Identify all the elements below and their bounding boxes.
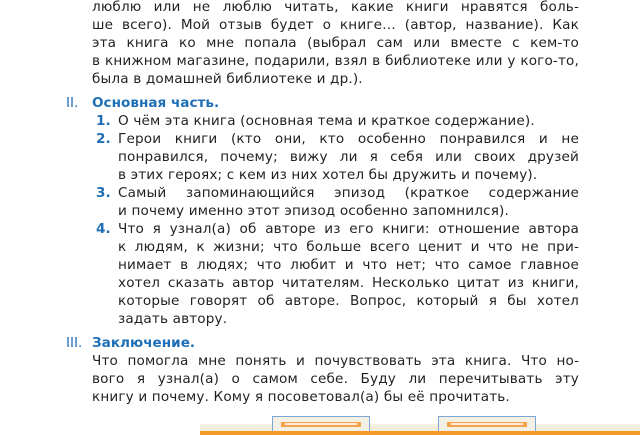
intro-line: была в домашней библиотеке и др.). — [92, 71, 363, 87]
item-text-line: нимает в людях; что любит и что нет; что самое главное — [118, 257, 579, 273]
item-text-line: в этих героях; с кем из них хотел бы дружить и почему). — [118, 167, 538, 183]
conclusion-line: книгу и почему. Кому я посоветовал(а) бы её прочитать. — [92, 389, 510, 405]
item-number: 2. — [96, 131, 111, 147]
section-2-numeral: II. — [66, 95, 79, 111]
cover-title-line — [285, 423, 357, 425]
item-number: 3. — [96, 185, 111, 201]
conclusion-line: Что помогла мне понять и почувствовать эта книга. Что но- — [92, 353, 579, 369]
cover-title-line — [451, 423, 523, 425]
intro-line: в книжном магазине, подарили, взял в библиотеке или у кого-то, — [92, 53, 579, 69]
item-number: 4. — [96, 221, 111, 237]
item-text-line: и почему именно этот эпизод особенно запомнился). — [118, 203, 509, 219]
item-text-line: понравился, почему; вижу ли я себя или своих друзей — [118, 149, 579, 165]
section-2-title: Основная часть. — [92, 95, 220, 111]
section-3-title: Заключение. — [92, 335, 196, 351]
section-3-numeral: III. — [66, 335, 83, 351]
item-text-line: которые говорят об авторе. Вопрос, который я бы хотел — [118, 293, 579, 309]
orange-footer-band — [200, 431, 640, 435]
item-text-line: О чём эта книга (основная тема и краткое содержание). — [118, 113, 535, 129]
intro-line: эта книга ко мне попала (выбрал сам или вместе с кем-то — [92, 35, 579, 51]
conclusion-line: вого я узнал(а) о самом себе. Буду ли перечитывать эту — [92, 371, 579, 387]
item-number: 1. — [96, 113, 111, 129]
item-text-line: Герои книги (кто они, кто особенно понравился и не — [118, 131, 579, 147]
item-text-line: к людям, к жизни; что больше всего ценит и что не при- — [118, 239, 579, 255]
item-text-line: Самый запоминающийся эпизод (краткое содержание — [118, 185, 579, 201]
item-text-line: Что я узнал(а) об авторе из его книги: отношение автора — [118, 221, 579, 237]
item-text-line: хотел сказать автор читателям. Несколько цитат из книги, — [118, 275, 579, 291]
item-text-line: задать автору. — [118, 311, 228, 327]
intro-line: ше всего). Мой отзыв будет о книге… (автор, название). Как — [92, 17, 579, 33]
intro-line: люблю или не люблю читать, какие книги нравятся боль- — [92, 0, 579, 15]
